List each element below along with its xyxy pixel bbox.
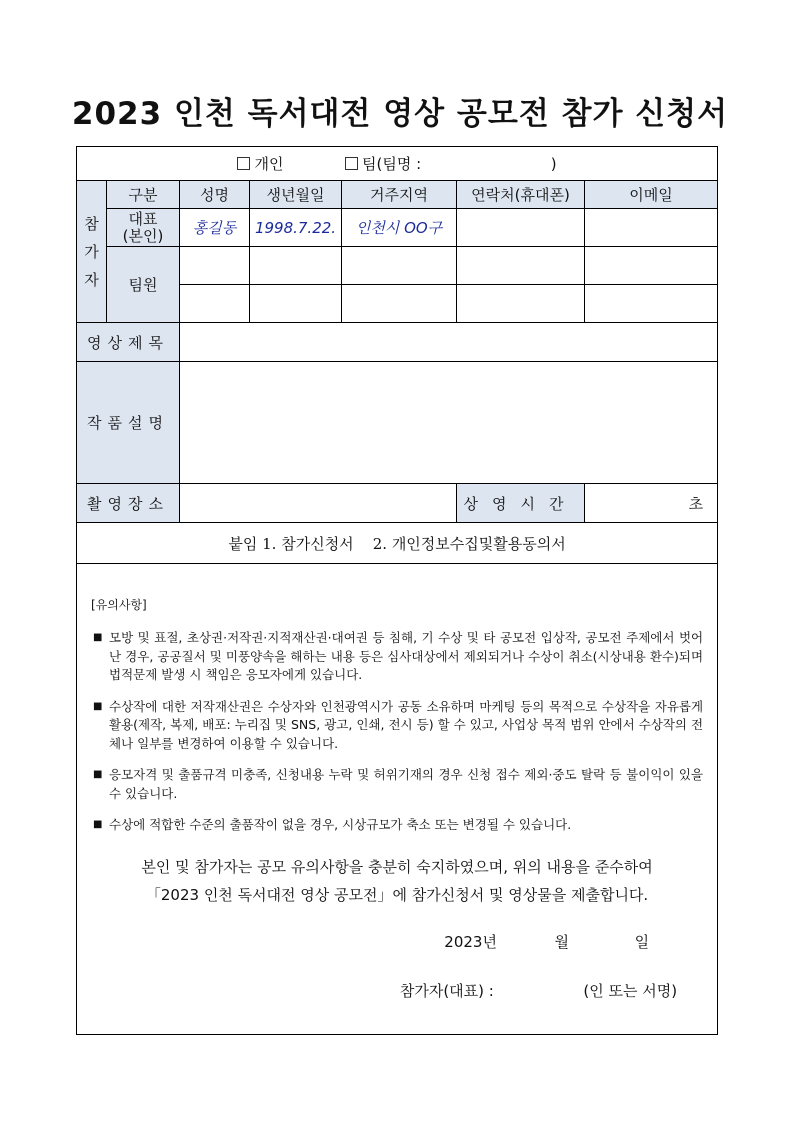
header-birthdate: 생년월일: [250, 181, 342, 209]
notes-heading: [유의사항]: [91, 598, 147, 612]
notes-list: [87, 629, 707, 835]
header-category: 구분: [107, 181, 180, 209]
note-item: ■ 응모자격 및 출품규격 미충족, 신청내용 누락 및 허위기재의 경우 신청 접수 제외·중도 탈락 등 불이익이 있을 수 있습니다.: [93, 767, 704, 801]
square-bullet-icon: ■: [93, 769, 103, 780]
individual-label: 개인: [254, 155, 284, 173]
member1-phone-field[interactable]: [457, 247, 585, 285]
header-region: 거주지역: [342, 181, 457, 209]
representative-label: 대표 (본인): [107, 209, 180, 247]
participants-section-label: 참 가 자: [77, 181, 107, 323]
location-label: 촬영장소: [77, 484, 180, 523]
header-name: 성명: [180, 181, 250, 209]
page-title: 2023 인천 독서대전 영상 공모전 참가 신청서: [71, 96, 729, 132]
date-year: 2023년: [444, 932, 497, 951]
location-field[interactable]: [180, 484, 457, 523]
signature-seal: (인 또는 서명): [583, 981, 678, 1000]
square-bullet-icon: ■: [93, 700, 103, 712]
individual-checkbox[interactable]: [237, 155, 283, 173]
checkbox-icon: [237, 157, 250, 170]
member2-birthdate-field[interactable]: [250, 285, 342, 323]
checkbox-icon: [345, 157, 358, 170]
application-form: [76, 146, 718, 1035]
team-name-close: ): [550, 155, 557, 173]
rep-region-field[interactable]: 인천시 OO구: [342, 209, 457, 247]
rep-name-field[interactable]: 홍길동: [180, 209, 250, 247]
rep-birthdate-field[interactable]: 1998.7.22.: [250, 209, 342, 247]
square-bullet-icon: ■: [93, 632, 103, 643]
attachments-line: 붙임 1. 참가신청서 2. 개인정보수집및활용동의서: [77, 523, 718, 564]
note-item: ■ 모방 및 표절, 초상권·저작권·지적재산권·대여권 등 침해, 기 수상 및 타 공모전 입상작, 공모전 주제에서 벗어난 경우, 공공질서 및 미풍양속을 해하는 내용 등은 심사대상에서 제외되거나 수상이 취소(시상내용 환수)되며 법적문제 발생 시 책임은 응모자에게 있습니다.: [93, 630, 704, 682]
member2-region-field[interactable]: [342, 285, 457, 323]
video-title-field[interactable]: [180, 323, 718, 362]
member2-phone-field[interactable]: [457, 285, 585, 323]
notes-section: [77, 564, 718, 1035]
description-field[interactable]: [180, 362, 718, 484]
team-checkbox[interactable]: [345, 155, 421, 173]
rep-email-field[interactable]: [585, 209, 718, 247]
team-name-label: 팀(팀명 :: [362, 155, 422, 173]
member1-region-field[interactable]: [342, 247, 457, 285]
header-email: 이메일: [585, 181, 718, 209]
runtime-field[interactable]: [585, 484, 718, 523]
participation-type-row: [77, 147, 718, 181]
description-label: 작품설명: [77, 362, 180, 484]
member1-name-field[interactable]: [180, 247, 250, 285]
runtime-unit: 초: [688, 494, 704, 513]
video-title-label: 영상제목: [77, 323, 180, 362]
note-item: ■ 수상에 적합한 수준의 출품작이 없을 경우, 시상규모가 축소 또는 변경될 수 있습니다.: [87, 816, 707, 835]
rep-phone-field[interactable]: [457, 209, 585, 247]
signature-label: 참가자(대표) :: [399, 981, 494, 1000]
member1-email-field[interactable]: [585, 247, 718, 285]
date-row: [87, 931, 707, 952]
square-bullet-icon: ■: [93, 819, 103, 830]
member2-email-field[interactable]: [585, 285, 718, 323]
member2-name-field[interactable]: [180, 285, 250, 323]
team-member-label: 팀원: [107, 247, 180, 323]
date-day: 일: [634, 932, 650, 951]
header-phone: 연락처(휴대폰): [457, 181, 585, 209]
note-item: ■ 수상작에 대한 저작재산권은 수상자와 인천광역시가 공동 소유하며 마케팅 등의 목적으로 수상작을 자유롭게 활용(제작, 복제, 배포: 누리집 및 SNS, 광고, 인쇄, 전시 등) 할 수 있고, 사업상 목적 범위 안에서 수상작의 전체나 일부를 변경하여 이용할 수 있습니다.: [93, 698, 704, 751]
signature-row: [87, 980, 707, 1001]
member1-birthdate-field[interactable]: [250, 247, 342, 285]
pledge-statement: 본인 및 참가자는 공모 유의사항을 충분히 숙지하였으며, 위의 내용을 준수하여 「2023 인천 독서대전 영상 공모전」에 참가신청서 및 영상물을 제출합니다.: [141, 857, 653, 904]
runtime-label: 상영시간: [457, 484, 585, 523]
date-month: 월: [554, 932, 570, 951]
